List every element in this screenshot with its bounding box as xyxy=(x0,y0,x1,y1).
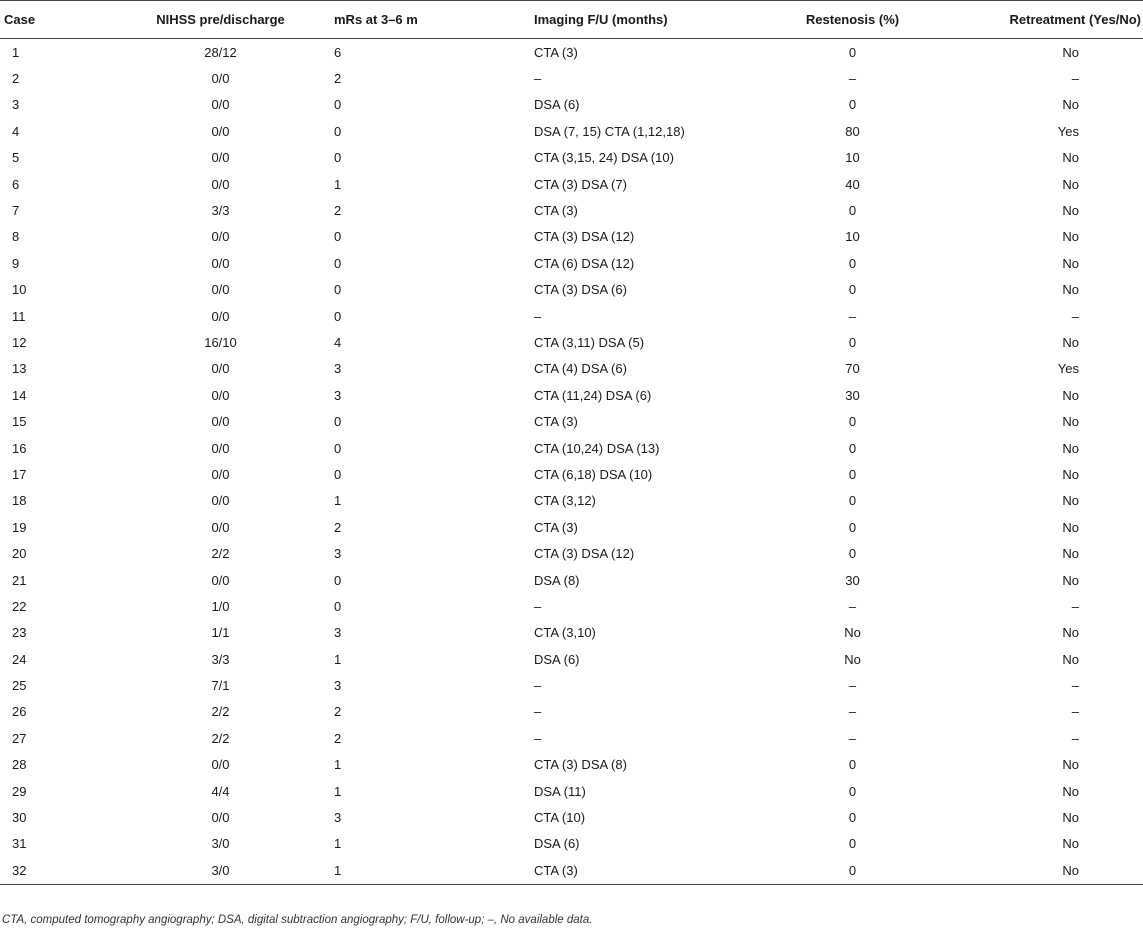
cell-restenosis: 0 xyxy=(848,836,857,852)
table-header xyxy=(0,1,1143,39)
cell-restenosis: 40 xyxy=(845,176,860,192)
cell-imaging: CTA (3) DSA (12) xyxy=(534,546,635,562)
table-row xyxy=(0,303,1143,329)
cell-imaging: – xyxy=(534,71,542,87)
cell-case: 17 xyxy=(12,466,27,482)
cell-nihss: 0/0 xyxy=(211,308,230,324)
cell-mrs: 2 xyxy=(334,203,342,219)
cell-retreatment: – xyxy=(1071,730,1079,746)
cell-case: 7 xyxy=(12,203,20,219)
cell-imaging: DSA (6) xyxy=(534,97,580,113)
cell-imaging: CTA (3) xyxy=(534,44,578,60)
cell-case: 5 xyxy=(12,150,20,166)
cell-nihss: 0/0 xyxy=(211,757,230,773)
cell-imaging: DSA (6) xyxy=(534,836,580,852)
cell-mrs: 4 xyxy=(334,334,342,350)
cell-case: 14 xyxy=(12,387,27,403)
header-retreatment: Retreatment (Yes/No) xyxy=(949,1,1143,39)
cell-nihss: 0/0 xyxy=(211,255,230,271)
cell-restenosis: 10 xyxy=(845,229,860,245)
cell-retreatment: No xyxy=(1062,466,1079,482)
table-row xyxy=(0,646,1143,672)
cell-nihss: 0/0 xyxy=(211,71,230,87)
cell-case: 28 xyxy=(12,757,27,773)
cell-retreatment: No xyxy=(1062,387,1079,403)
cell-retreatment: No xyxy=(1062,44,1079,60)
table-row xyxy=(0,39,1143,66)
cell-mrs: 0 xyxy=(334,308,342,324)
cell-nihss: 28/12 xyxy=(204,44,237,60)
cell-restenosis: 0 xyxy=(848,546,857,562)
cell-case: 6 xyxy=(12,176,20,192)
cell-mrs: 2 xyxy=(334,71,342,87)
table-row xyxy=(0,831,1143,857)
cell-case: 4 xyxy=(12,123,20,139)
cell-retreatment: No xyxy=(1062,255,1079,271)
cell-retreatment: – xyxy=(1071,71,1079,87)
cell-nihss: 2/2 xyxy=(211,546,230,562)
cell-nihss: 2/2 xyxy=(211,704,230,720)
cell-nihss: 1/1 xyxy=(211,625,230,641)
table-row xyxy=(0,145,1143,171)
cell-mrs: 0 xyxy=(334,97,342,113)
cell-mrs: 3 xyxy=(334,625,342,641)
cell-restenosis: 0 xyxy=(848,493,857,509)
cell-mrs: 0 xyxy=(334,229,342,245)
cell-retreatment: No xyxy=(1062,282,1079,298)
cell-nihss: 0/0 xyxy=(211,414,230,430)
cell-retreatment: Yes xyxy=(1057,361,1079,377)
cell-case: 15 xyxy=(12,414,27,430)
cell-retreatment: No xyxy=(1062,625,1079,641)
cell-nihss: 16/10 xyxy=(204,334,237,350)
table-row xyxy=(0,65,1143,91)
cell-restenosis: – xyxy=(848,730,857,746)
cell-imaging: CTA (10) xyxy=(534,810,586,826)
cell-restenosis: – xyxy=(848,678,857,694)
cell-mrs: 0 xyxy=(334,440,342,456)
table-row xyxy=(0,408,1143,434)
table-row xyxy=(0,804,1143,830)
table-row xyxy=(0,725,1143,751)
cell-nihss: 3/0 xyxy=(117,857,324,884)
cell-case: 1 xyxy=(12,44,20,60)
cell-case: 23 xyxy=(12,625,27,641)
table-row xyxy=(0,567,1143,593)
cell-mrs: 0 xyxy=(334,282,342,298)
header-case: Case xyxy=(0,1,117,39)
cell-case: 13 xyxy=(12,361,27,377)
cell-imaging: CTA (3,11) DSA (5) xyxy=(534,334,645,350)
cell-mrs: 6 xyxy=(334,44,342,60)
cell-nihss: 0/0 xyxy=(211,440,230,456)
cell-imaging: CTA (3,12) xyxy=(534,493,596,509)
cell-case: 31 xyxy=(12,836,27,852)
cell-restenosis: 0 xyxy=(848,519,857,535)
cell-retreatment: – xyxy=(1071,308,1079,324)
cell-nihss: 0/0 xyxy=(211,519,230,535)
cell-mrs: 3 xyxy=(334,546,342,562)
cell-imaging: DSA (11) xyxy=(534,783,586,799)
cell-restenosis: No xyxy=(844,625,861,641)
cell-retreatment: No xyxy=(1062,810,1079,826)
table-row xyxy=(0,329,1143,355)
cell-imaging: – xyxy=(534,678,542,694)
cell-nihss: 3/0 xyxy=(211,836,230,852)
cell-retreatment: No xyxy=(1062,493,1079,509)
table-row xyxy=(0,620,1143,646)
cell-imaging: DSA (7, 15) CTA (1,12,18) xyxy=(534,123,685,139)
cell-retreatment: No xyxy=(1062,176,1079,192)
cell-mrs: 0 xyxy=(334,414,342,430)
cell-nihss: 4/4 xyxy=(211,783,230,799)
table-row xyxy=(0,540,1143,566)
cell-imaging: CTA (10,24) DSA (13) xyxy=(534,440,660,456)
cell-imaging: CTA (3,10) xyxy=(534,625,596,641)
cell-retreatment: No xyxy=(1062,572,1079,588)
cell-imaging: DSA (8) xyxy=(534,572,580,588)
cell-restenosis: – xyxy=(848,704,857,720)
cell-mrs: 0 xyxy=(334,466,342,482)
cell-imaging: CTA (3) xyxy=(534,519,578,535)
table-row xyxy=(0,593,1143,619)
table-row xyxy=(0,672,1143,698)
cell-case: 27 xyxy=(12,730,27,746)
table-row xyxy=(0,435,1143,461)
table-row xyxy=(0,224,1143,250)
cell-restenosis: 0 xyxy=(848,334,857,350)
cell-case: 32 xyxy=(0,857,117,884)
cell-mrs: 1 xyxy=(334,783,342,799)
cell-nihss: 0/0 xyxy=(211,97,230,113)
cell-mrs: 0 xyxy=(334,150,342,166)
table-row xyxy=(0,171,1143,197)
cell-nihss: 0/0 xyxy=(211,150,230,166)
table-row xyxy=(0,118,1143,144)
cell-restenosis: No xyxy=(844,651,861,667)
cell-restenosis: 30 xyxy=(845,572,860,588)
cell-mrs: 1 xyxy=(334,757,342,773)
cell-nihss: 0/0 xyxy=(211,361,230,377)
table-row xyxy=(0,250,1143,276)
table-row xyxy=(0,382,1143,408)
cell-restenosis: 80 xyxy=(845,123,860,139)
cell-imaging: CTA (11,24) DSA (6) xyxy=(534,387,652,403)
cell-imaging: CTA (6) DSA (12) xyxy=(534,255,635,271)
cell-retreatment: – xyxy=(1071,598,1079,614)
cell-retreatment: – xyxy=(1071,678,1079,694)
cell-imaging: – xyxy=(534,308,542,324)
header-row xyxy=(0,1,1143,39)
cell-mrs: 0 xyxy=(334,598,342,614)
table-row xyxy=(0,857,1143,884)
cell-case: 16 xyxy=(12,440,27,456)
cell-case: 18 xyxy=(12,493,27,509)
header-nihss: NIHSS pre/discharge xyxy=(117,1,324,39)
cell-mrs: 3 xyxy=(334,361,342,377)
cell-restenosis: 0 xyxy=(848,466,857,482)
cell-nihss: 0/0 xyxy=(211,810,230,826)
table-body xyxy=(0,39,1143,885)
cell-restenosis: – xyxy=(848,71,857,87)
cell-nihss: 7/1 xyxy=(211,678,230,694)
cell-restenosis: 30 xyxy=(845,387,860,403)
cell-restenosis: 0 xyxy=(848,255,857,271)
table-row xyxy=(0,92,1143,118)
cell-nihss: 0/0 xyxy=(211,466,230,482)
cell-restenosis: 10 xyxy=(845,150,860,166)
cell-case: 20 xyxy=(12,546,27,562)
table-row xyxy=(0,752,1143,778)
cell-imaging: CTA (3) DSA (7) xyxy=(534,176,627,192)
cell-nihss: 3/3 xyxy=(211,651,230,667)
cell-retreatment: No xyxy=(1062,229,1079,245)
cell-imaging: – xyxy=(534,730,542,746)
table-row xyxy=(0,197,1143,223)
cell-mrs: 2 xyxy=(334,519,342,535)
cell-mrs: 0 xyxy=(334,572,342,588)
cell-imaging: CTA (3,15, 24) DSA (10) xyxy=(534,150,674,166)
cell-imaging: CTA (4) DSA (6) xyxy=(534,361,627,377)
cell-case: 10 xyxy=(12,282,27,298)
cell-restenosis: – xyxy=(848,308,857,324)
cell-imaging: CTA (3) xyxy=(524,857,756,884)
cell-case: 29 xyxy=(12,783,27,799)
cell-nihss: 3/3 xyxy=(211,203,230,219)
cell-restenosis: 0 xyxy=(848,810,857,826)
cell-retreatment: No xyxy=(1062,757,1079,773)
cell-retreatment: Yes xyxy=(1057,123,1079,139)
cell-retreatment: No xyxy=(1062,150,1079,166)
cell-restenosis: 0 xyxy=(848,203,857,219)
cell-retreatment: No xyxy=(1062,783,1079,799)
cell-imaging: CTA (6,18) DSA (10) xyxy=(534,466,653,482)
table-footnote: CTA, computed tomography angiography; DSA, digital subtraction angiography; F/U, follow-up; –, No available data. xyxy=(2,914,593,926)
cell-imaging: – xyxy=(534,598,542,614)
cell-case: 8 xyxy=(12,229,20,245)
cell-case: 3 xyxy=(12,97,20,113)
header-imaging: Imaging F/U (months) xyxy=(524,1,756,39)
cell-restenosis: – xyxy=(848,598,857,614)
cell-case: 11 xyxy=(12,308,26,324)
cell-mrs: 1 xyxy=(324,857,524,884)
cell-retreatment: No xyxy=(1062,97,1079,113)
cell-imaging: – xyxy=(534,704,542,720)
cell-mrs: 1 xyxy=(334,651,342,667)
cell-retreatment: No xyxy=(1062,651,1079,667)
cell-restenosis: 0 xyxy=(848,44,857,60)
table-row xyxy=(0,778,1143,804)
cell-nihss: 2/2 xyxy=(211,730,230,746)
cell-retreatment: No xyxy=(1062,546,1079,562)
cell-nihss: 0/0 xyxy=(211,176,230,192)
cell-restenosis: 0 xyxy=(848,282,857,298)
cell-restenosis: 0 xyxy=(848,414,857,430)
cell-nihss: 0/0 xyxy=(211,493,230,509)
cell-restenosis: 0 xyxy=(756,857,949,884)
cell-case: 22 xyxy=(12,598,27,614)
cell-mrs: 2 xyxy=(334,704,342,720)
cell-case: 30 xyxy=(12,810,27,826)
cell-restenosis: 70 xyxy=(845,361,860,377)
cell-mrs: 1 xyxy=(334,836,342,852)
cell-retreatment: No xyxy=(1062,203,1079,219)
table-row xyxy=(0,356,1143,382)
cell-restenosis: 0 xyxy=(848,97,857,113)
table-row xyxy=(0,514,1143,540)
table-row xyxy=(0,461,1143,487)
cell-imaging: DSA (6) xyxy=(534,651,580,667)
cell-case: 21 xyxy=(12,572,27,588)
cell-nihss: 0/0 xyxy=(211,123,230,139)
cell-retreatment: No xyxy=(949,857,1143,884)
cell-mrs: 0 xyxy=(334,123,342,139)
cell-mrs: 1 xyxy=(334,176,342,192)
table-row xyxy=(0,277,1143,303)
cell-case: 9 xyxy=(12,255,20,271)
cell-mrs: 3 xyxy=(334,678,342,694)
header-restenosis: Restenosis (%) xyxy=(756,1,949,39)
cell-case: 25 xyxy=(12,678,27,694)
cell-case: 19 xyxy=(12,519,27,535)
cell-retreatment: No xyxy=(1062,836,1079,852)
table-row xyxy=(0,488,1143,514)
cell-imaging: CTA (3) DSA (8) xyxy=(534,757,627,773)
cell-nihss: 0/0 xyxy=(211,229,230,245)
cell-restenosis: 0 xyxy=(848,440,857,456)
cell-case: 2 xyxy=(12,71,20,87)
header-mrs: mRs at 3–6 m xyxy=(324,1,524,39)
cell-restenosis: 0 xyxy=(848,783,857,799)
cell-nihss: 0/0 xyxy=(211,572,230,588)
cell-mrs: 0 xyxy=(334,255,342,271)
cell-nihss: 0/0 xyxy=(211,282,230,298)
cell-mrs: 1 xyxy=(334,493,342,509)
cell-retreatment: No xyxy=(1062,334,1079,350)
cell-retreatment: No xyxy=(1062,440,1079,456)
cell-nihss: 1/0 xyxy=(211,598,230,614)
table-row xyxy=(0,699,1143,725)
cell-mrs: 2 xyxy=(334,730,342,746)
cell-mrs: 3 xyxy=(334,810,342,826)
cell-retreatment: – xyxy=(1071,704,1079,720)
cell-nihss: 0/0 xyxy=(211,387,230,403)
cell-case: 12 xyxy=(12,334,27,350)
cell-case: 26 xyxy=(12,704,27,720)
cell-retreatment: No xyxy=(1062,519,1079,535)
cell-mrs: 3 xyxy=(334,387,342,403)
cell-imaging: CTA (3) xyxy=(534,414,578,430)
cell-case: 24 xyxy=(12,651,27,667)
cell-restenosis: 0 xyxy=(848,757,857,773)
cell-retreatment: No xyxy=(1062,414,1079,430)
cell-imaging: CTA (3) DSA (12) xyxy=(534,229,635,245)
cell-imaging: CTA (3) DSA (6) xyxy=(534,282,627,298)
cell-imaging: CTA (3) xyxy=(534,203,578,219)
